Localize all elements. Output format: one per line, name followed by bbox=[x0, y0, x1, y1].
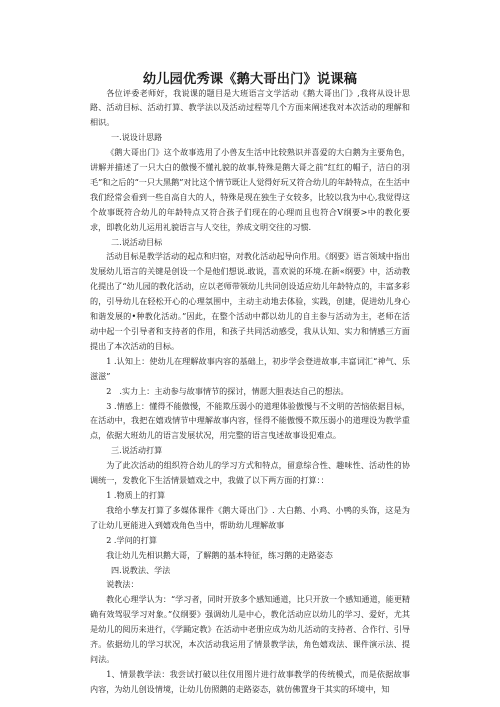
paragraph: 说教法： bbox=[106, 579, 139, 590]
paragraph: 1、情景教学法：我尝试打破以往仅用图片进行故事教学的传统模式，而是依据故事内容，为幼儿创设情境，让幼儿仿照鹅的走路姿态，就仿佛置身于其实的环境中，知 bbox=[90, 668, 410, 694]
paragraph: 我让幼儿先相识鹅大哥，了解鹅的基本特征，练习鹅的走路姿态 bbox=[106, 549, 333, 560]
document-body bbox=[90, 86, 410, 697]
paragraph: 1 .认知上：使幼儿在理解故事内容的基础上，初步学会登进故事,丰富词汇“神气、乐滋滋” bbox=[90, 355, 410, 381]
section-heading: 二.说活动目标 bbox=[111, 236, 163, 247]
paragraph: 活动目标是教学活动的起点和归宿，对教化活动起导向作用。《纲要》语言领域中指出 发展幼儿语言的关键是创设一个是他们想说.敢说，喜欢说的环境.在新«纲要》中，活动教化提出了“幼儿园的教化活动，应以老师带领幼儿共同创设适应幼儿年龄特点的，丰富多彩的，引导幼儿在轻松开心的心理氛围中，主动主动地去体验，实践，创建，促进幼儿身心和谐发展的•种教化活动。”因此，在整个活动中都以幼儿的自主参与活动为主，老师在活动中起一个引导者和支持者的作用，和孩子共同活动感受，我从认知、实力和情感三方面提出了本次活动的目标。 bbox=[90, 251, 410, 351]
document-title: 幼儿园优秀课《鹅大哥出门》说课稿 bbox=[142, 72, 358, 87]
paragraph: 2 .学问的打算 bbox=[106, 534, 157, 545]
paragraph: 3 .情感上：懂得不能傲慢，不能欺压弱小的道理体验傲慢与不文明的苦恼依据目标，在活动中，我把在嬉戏情节中理解故事内容，怪得不能傲慢不欺压弱小的道理设为教学重点，依据大班幼儿的语言发展状况，用完整的语言曳述故事设犯难点。 bbox=[90, 400, 410, 441]
section-heading: 四.说教法、学法 bbox=[111, 564, 171, 575]
paragraph: 为了此次活动的组织符合幼儿的学习方式和特点，留意综合性、趣味性、活动性的协调统一，发教化下生活情景嬉戏之中，我做了以下两方面的打算：： bbox=[90, 460, 410, 486]
paragraph: 我给小孳友打算了多媒体课件《鹅大哥出门》. 大白鹅、小鸡、小鸭的头饰，这是为了让幼儿更能进入到嬉戏角色当中，帮助幼儿理解故事 bbox=[90, 504, 410, 530]
paragraph: 教化心理学认为：“学习者，同时开放多个感知通道，比只开放一个感知通道，能更精确有效驾驭学习对象。”仪纲要》强调幼儿是中心，教化活动应以幼儿的学习、爱好，尤其是幼儿的阅历来进行，《学踊定教》在活动中老册应成为幼儿活动的支持者、合作行、引导齐。依据幼儿的学习状况，本次活动我运用了情景教学法，角色嬉戏法、课件演示法、提问法。 bbox=[90, 594, 410, 664]
section-heading: 三.说活动打算 bbox=[111, 445, 163, 456]
paragraph: 《鹅大哥出门》这个故事选用了小兽友生活中比较熟识并喜爱的大白鹅为主要角色，讲解并描述了一只大白的傲慢不懂礼貌的故事,特殊是鹅大哥之前“红红的帽子，洁白的羽毛”和之后的“一只大黑鹅”对比这个情节既让人觉得好玩又符合幼儿的年龄特点，在生活中我们经常会看到一些自高自大的人，特殊是现在独生子女较多，比较以我为中心,我觉得这个故事既符合幼儿的年龄特点又符合孩子们现在的心理而且也符合V纲要>中的教化要求，即教化幼儿运用礼貌语言与人交往，养成文明交往的习惯. bbox=[90, 147, 410, 232]
paragraph: 1 .物质上的打算 bbox=[106, 489, 166, 500]
paragraph: 各位评委老师好，我说课的题目是大班语言文学活动《鹅大哥出门》,我将从设计思路、活动目标、活动打算、教学法以及活动过程等几个方面来阐述我对本次活动的理解和相识。 bbox=[90, 87, 410, 128]
paragraph: 2 .实力上：主动参与故事情节的探讨，情愿大胆表达自己的想法。 bbox=[106, 385, 349, 396]
section-heading: 一.说设计思路 bbox=[111, 132, 163, 143]
